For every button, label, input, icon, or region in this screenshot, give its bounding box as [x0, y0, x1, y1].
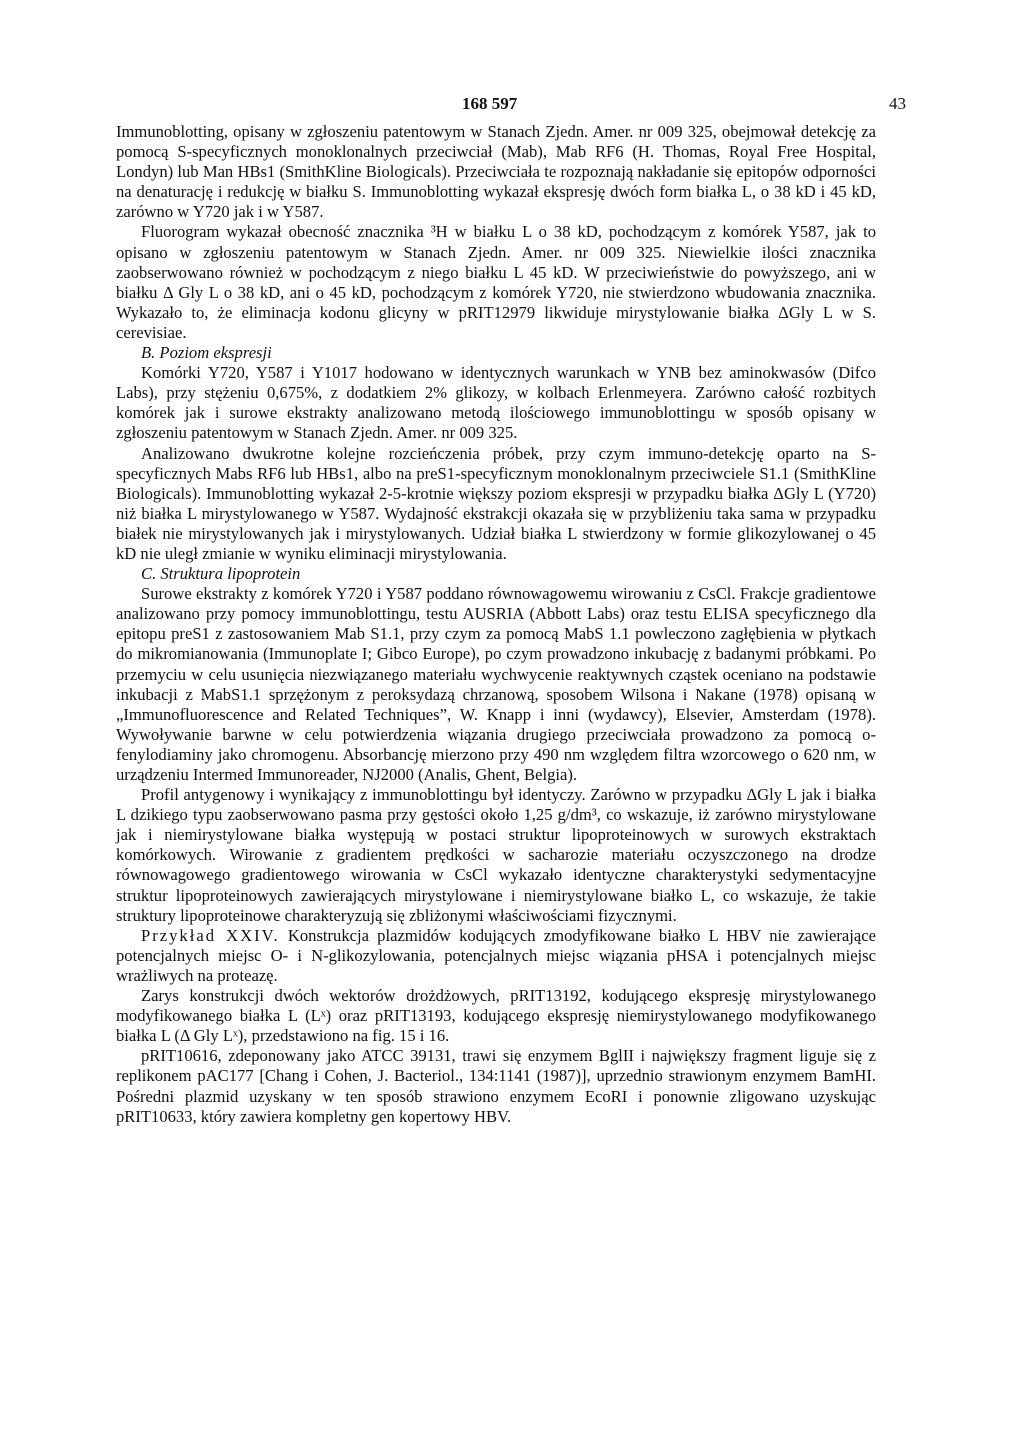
paragraph: Analizowano dwukrotne kolejne rozcieńczenia próbek, przy czym immuno-detekcję oparto na S-specyficznych Mabs RF6 lub HBs1, albo na preS1-specyficznym monoklonalnym przeciwciele S1.1 (SmithKline Biologicals). Immunoblotting wykazał 2-5-krotnie większy poziom ekspresji w przypadku białka ΔGly L (Y720) niż białka L mirystylowanego w Y587. Wydajność ekstrakcji okazała się w przybliżeniu taka sama w przypadku białek nie mirystylowanych jak i mirystylowanych. Udział białka L stwierdzony w formie glikozylowanej o 45 kD nie uległ zmianie w wyniku eliminacji mirystylowania. [116, 443, 876, 563]
paragraph: Profil antygenowy i wynikający z immunoblottingu był identyczy. Zarówno w przypadku ΔGly L jak i białka L dzikiego typu zaobserwowano pasma przy gęstości około 1,25 g/dm³, co wskazuje, iż zarówno mirystylowane jak i niemirystylowane białka występują w postaci struktur lipoproteinowych w surowych ekstraktach komórkowych. Wirowanie z gradientem prędkości w sacharozie materiału oczyszczonego na drodze równowagowego gradientowego wirowania w CsCl wykazało identyczne charakterystyki sedymentacyjne struktur lipoproteinowych zawierających mirystylowane i niemirystylowane białko L, co wskazuje, że takie struktury lipoproteinowe charakteryzują się zbliżonymi właściwościami fizycznymi. [116, 785, 876, 925]
example-title: Konstrukcja plazmidów kodujących zmodyfikowane białko L HBV nie zawierające potencjalnych miejsc O- i N-glikozylowania, potencjalnych miejsc wiązania pHSA i potencjalnych miejsc wrażliwych na proteazę. [116, 925, 876, 985]
patent-number: 168 597 [462, 94, 518, 113]
body-text [116, 122, 876, 1127]
paragraph: Fluorogram wykazał obecność znacznika ³H w białku L o 38 kD, pochodzącym z komórek Y587, jak to opisano w zgłoszeniu patentowym w Stanach Zjedn. Amer. nr 009 325. Niewielkie ilości znacznika zaobserwowano również w pochodzącym z niego białku L 45 kD. W przeciwieństwie do powyższego, ani w białku Δ Gly L o 38 kD, ani o 45 kD, pochodzącym z komórek Y720, nie stwierdzono wbudowania znacznika. Wykazało to, że eliminacja kodonu glicyny w pRIT12979 likwiduje mirystylowanie białka ΔGly L w S. cerevisiae. [116, 222, 876, 342]
paragraph: Surowe ekstrakty z komórek Y720 i Y587 poddano równowagowemu wirowaniu z CsCl. Frakcje gradientowe analizowano przy pomocy immunoblottingu, testu AUSRIA (Abbott Labs) oraz testu ELISA specyficznego dla epitopu preS1 z zastosowaniem Mab S1.1, przy czym za pomocą MabS 1.1 powleczono zagłębienia w płytkach do mikromianowania (Immunoplate I; Gibco Europe), po czym prowadzono inkubację z badanymi próbkami. Po przemyciu w celu usunięcia niezwiązanego materiału wychwycenie reaktywnych cząstek oceniano na podstawie inkubacji z MabS1.1 sprzężonym z peroksydazą chrzanową, sposobem Wilsona i Nakane (1978) opisaną w „Immunofluorescence and Related Techniques”, W. Knapp i inni (wydawcy), Elsevier, Amsterdam (1978). Wywoływanie barwne w celu potwierdzenia wiązania drugiego przeciwciała prowadzono za pomocą o-fenylodiaminy jako chromogenu. Absorbancję mierzono przy 490 nm względem filtra wzorcowego o 620 nm, w urządzeniu Intermed Immunoreader, NJ2000 (Analis, Ghent, Belgia). [116, 584, 876, 784]
section-heading: B. Poziom ekspresji [141, 343, 272, 363]
page-header [116, 94, 906, 116]
example-paragraph [116, 926, 876, 986]
paragraph: pRIT10616, zdeponowany jako ATCC 39131, trawi się enzymem BglII i największy fragment liguje się z replikonem pAC177 [Chang i Cohen, J. Bacteriol., 134:1141 (1987)], uprzednio strawionym enzymem BamHI. Pośredni plazmid uzyskany w ten sposób strawiono enzymem EcoRI i ponownie zligowano uzyskując pRIT10633, który zawiera kompletny gen kopertowy HBV. [116, 1046, 876, 1126]
section-heading: C. Struktura lipoprotein [141, 564, 301, 584]
column-number: 43 [889, 94, 906, 113]
paragraph: Immunoblotting, opisany w zgłoszeniu patentowym w Stanach Zjedn. Amer. nr 009 325, obejmował detekcję za pomocą S-specyficznych monoklonalnych przeciwciał (Mab), Mab RF6 (H. Thomas, Royal Free Hospital, Londyn) lub Man HBs1 (SmithKline Biologicals). Przeciwciała te rozpoznają nakładanie się epitopów odporności na denaturację i redukcję w białku S. Immunoblotting wykazał ekspresję dwóch form białka L, o 38 kD i 45 kD, zarówno w Y720 jak i w Y587. [116, 122, 876, 222]
example-label: Przykład XXIV. [141, 925, 280, 945]
paragraph: Komórki Y720, Y587 i Y1017 hodowano w identycznych warunkach w YNB bez aminokwasów (Difco Labs), przy stężeniu 0,675%, z dodatkiem 2% glikozy, w kolbach Erlenmeyera. Zarówno całość rozbitych komórek jak i surowe ekstrakty analizowano metodą ilościowego immunoblottingu w sposób opisany w zgłoszeniu patentowym w Stanach Zjedn. Amer. nr 009 325. [116, 363, 876, 443]
paragraph: Zarys konstrukcji dwóch wektorów drożdżowych, pRIT13192, kodującego ekspresję mirystylowanego modyfikowanego białka L (Lˣ) oraz pRIT13193, kodującego ekspresję niemirystylowanego modyfikowanego białka L (Δ Gly Lˣ), przedstawiono na fig. 15 i 16. [116, 986, 876, 1046]
